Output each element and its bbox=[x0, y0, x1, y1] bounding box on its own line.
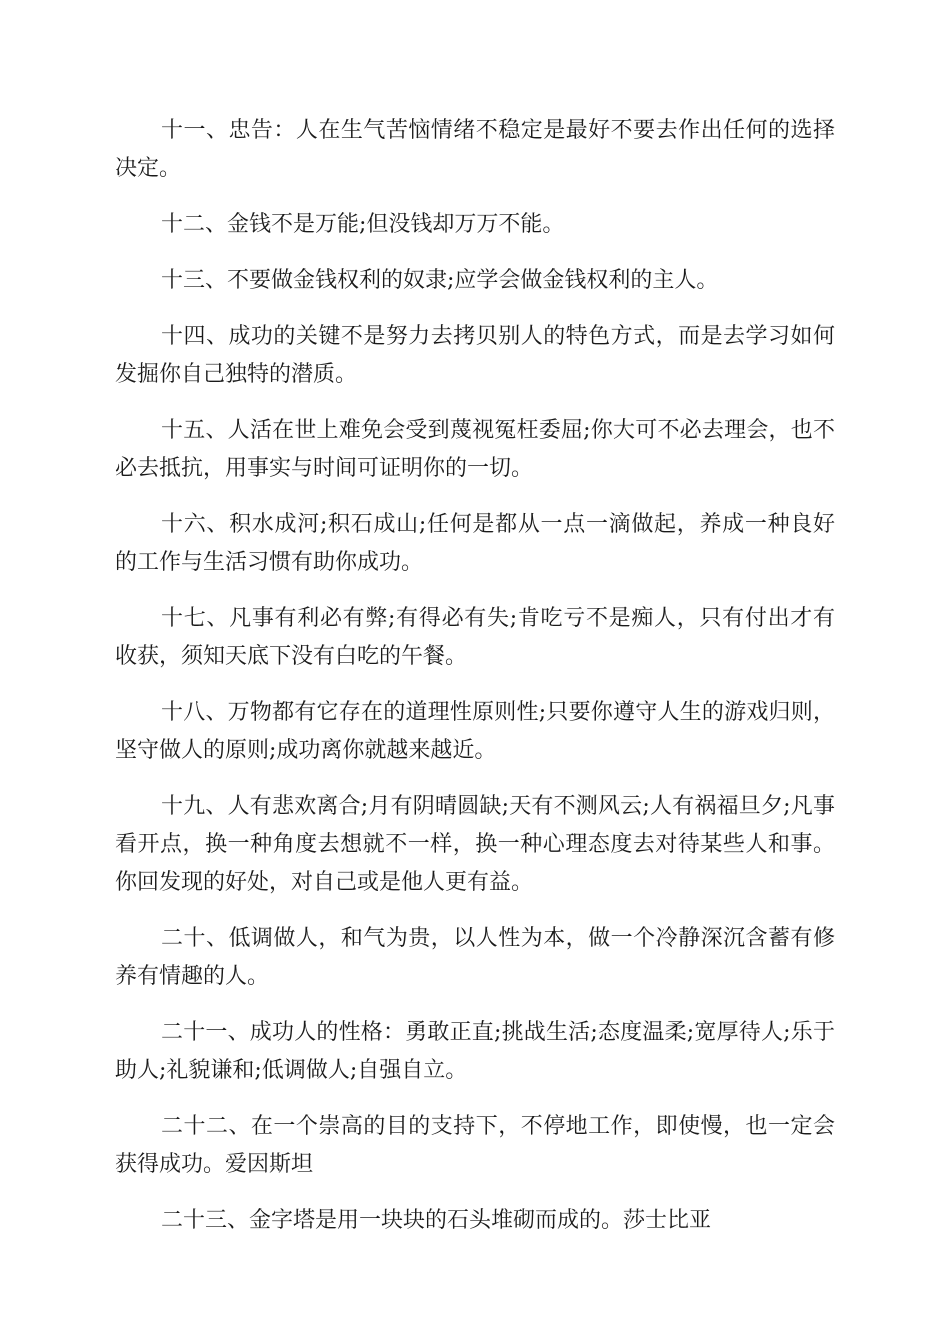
paragraph-17: 十七、凡事有利必有弊;有得必有失;肯吃亏不是痴人，只有付出才有收获，须知天底下没有白吃的午餐。 bbox=[115, 606, 835, 669]
paragraph-21: 二十一、成功人的性格：勇敢正直;挑战生活;态度温柔;宽厚待人;乐于助人;礼貌谦和;低调做人;自强自立。 bbox=[115, 1020, 835, 1083]
paragraph-22: 二十二、在一个崇高的目的支持下，不停地工作，即使慢，也一定会获得成功。爱因斯坦 bbox=[115, 1114, 835, 1177]
paragraph-13: 十三、不要做金钱权利的奴隶;应学会做金钱权利的主人。 bbox=[161, 268, 719, 293]
paragraph-12: 十二、金钱不是万能;但没钱却万万不能。 bbox=[161, 212, 565, 237]
paragraph-16: 十六、积水成河;积石成山;任何是都从一点一滴做起，养成一种良好的工作与生活习惯有助你成功。 bbox=[115, 512, 835, 575]
paragraph-20: 二十、低调做人，和气为贵，以人性为本，做一个冷静深沉含蓄有修养有情趣的人。 bbox=[115, 926, 835, 989]
document-body bbox=[115, 112, 835, 1258]
paragraph-23: 二十三、金字塔是用一块块的石头堆砌而成的。莎士比亚 bbox=[161, 1208, 712, 1233]
paragraph-11: 十一、忠告：人在生气苦恼情绪不稳定是最好不要去作出任何的选择决定。 bbox=[115, 118, 835, 181]
paragraph-15: 十五、人活在世上难免会受到蔑视冤枉委屈;你大可不必去理会，也不必去抵抗，用事实与时间可证明你的一切。 bbox=[115, 418, 835, 481]
paragraph-19: 十九、人有悲欢离合;月有阴晴圆缺;天有不测风云;人有祸福旦夕;凡事看开点，换一种角度去想就不一样，换一种心理态度去对待某些人和事。你回发现的好处，对自己或是他人更有益。 bbox=[115, 794, 835, 895]
paragraph-18: 十八、万物都有它存在的道理性原则性;只要你遵守人生的游戏归则，坚守做人的原则;成功离你就越来越近。 bbox=[115, 700, 835, 763]
paragraph-14: 十四、成功的关键不是努力去拷贝别人的特色方式，而是去学习如何发掘你自己独特的潜质。 bbox=[115, 324, 835, 387]
